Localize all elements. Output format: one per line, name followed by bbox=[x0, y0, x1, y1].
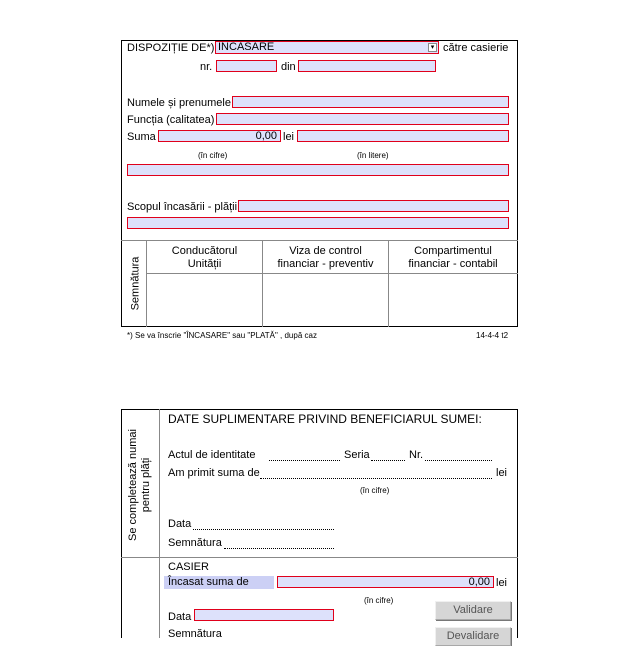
beneficiary-signature-field[interactable] bbox=[224, 548, 334, 549]
id-doc-field[interactable] bbox=[269, 460, 340, 461]
date-field[interactable] bbox=[298, 60, 436, 72]
collected-label: Încasat suma de bbox=[168, 576, 249, 588]
disposition-select[interactable] bbox=[215, 41, 439, 54]
right-border bbox=[517, 40, 518, 327]
beneficiary-heading: DATE SUPLIMENTARE PRIVIND BENEFICIARUL SUMEI: bbox=[168, 412, 482, 426]
name-label: Numele și prenumele bbox=[127, 97, 231, 109]
cashier-signature-label: Semnătura bbox=[168, 628, 222, 640]
bottom-side-divider bbox=[159, 409, 160, 638]
collected-value: 0,00 bbox=[468, 576, 490, 588]
din-label: din bbox=[281, 61, 296, 73]
disposition-value: ÎNCASARE bbox=[218, 41, 275, 53]
sum-words-continued-field[interactable] bbox=[127, 164, 509, 176]
sum-value: 0,00 bbox=[255, 130, 277, 142]
footnote: *) Se va înscrie "ÎNCASARE" sau "PLATĂ" , după caz bbox=[127, 331, 317, 340]
cashier-date-label: Data bbox=[168, 611, 192, 623]
sum-figures-field[interactable] bbox=[158, 130, 281, 142]
purpose-label: Scopul încasării - plății bbox=[127, 201, 238, 213]
signature-col-head-3: Compartimentul financiar - contabil bbox=[408, 245, 498, 270]
purpose-continued-field[interactable] bbox=[127, 217, 509, 229]
id-nr-label: Nr. bbox=[409, 449, 424, 461]
received-label: Am primit suma de bbox=[168, 467, 260, 479]
nr-field[interactable] bbox=[216, 60, 277, 72]
signature-col-head-2: Viza de control financiar - preventiv bbox=[277, 245, 374, 270]
collected-lei-label: lei bbox=[496, 577, 508, 589]
received-in-figures-label: (în cifre) bbox=[360, 486, 390, 495]
invalidate-button[interactable]: Devalidare bbox=[435, 627, 511, 646]
validate-button[interactable]: Validare bbox=[435, 601, 511, 620]
collected-label-highlight bbox=[164, 576, 274, 589]
name-field[interactable] bbox=[232, 96, 509, 108]
beneficiary-signature-label: Semnătura bbox=[168, 537, 222, 549]
nr-label: nr. bbox=[200, 61, 213, 73]
signature-row-label: Semnătura bbox=[129, 256, 142, 311]
side-label: Se completează numai pentru plăți bbox=[127, 429, 152, 541]
signature-table-header-line bbox=[146, 273, 518, 274]
left-border bbox=[121, 40, 122, 327]
bottom-right-border bbox=[517, 409, 518, 638]
function-label: Funcția (calitatea) bbox=[127, 114, 215, 126]
function-field[interactable] bbox=[216, 113, 509, 125]
purpose-field[interactable] bbox=[238, 200, 509, 212]
bottom-left-border bbox=[121, 409, 122, 638]
disposition-label: DISPOZIȚIE DE*) bbox=[127, 42, 215, 54]
bottom-border bbox=[121, 326, 518, 327]
cashier-date-field[interactable] bbox=[194, 609, 334, 621]
beneficiary-date-field[interactable] bbox=[193, 529, 334, 530]
chevron-down-icon: ▾ bbox=[428, 43, 437, 52]
bottom-top-border bbox=[121, 409, 518, 410]
id-nr-field[interactable] bbox=[425, 460, 492, 461]
form-code: 14-4-4 t2 bbox=[476, 331, 509, 340]
sum-lei-label: lei bbox=[283, 131, 295, 143]
in-figures-label: (în cifre) bbox=[198, 151, 228, 160]
cashier-section-divider bbox=[121, 557, 518, 558]
sum-words-field[interactable] bbox=[297, 130, 509, 142]
beneficiary-date-label: Data bbox=[168, 518, 192, 530]
in-words-label: (în litere) bbox=[357, 151, 389, 160]
signature-table-top bbox=[121, 240, 518, 241]
signature-col-head-1: Conducătorul Unității bbox=[171, 245, 238, 270]
to-cashier-label: către casierie bbox=[443, 42, 509, 54]
received-sum-field[interactable] bbox=[260, 478, 492, 479]
sum-label: Suma bbox=[127, 131, 156, 143]
series-label: Seria bbox=[344, 449, 370, 461]
received-lei-label: lei bbox=[496, 467, 508, 479]
series-field[interactable] bbox=[371, 460, 405, 461]
collected-sum-field[interactable] bbox=[277, 576, 494, 588]
cashier-title: CASIER bbox=[168, 561, 209, 573]
collected-in-figures-label: (în cifre) bbox=[364, 596, 394, 605]
id-doc-label: Actul de identitate bbox=[168, 449, 256, 461]
